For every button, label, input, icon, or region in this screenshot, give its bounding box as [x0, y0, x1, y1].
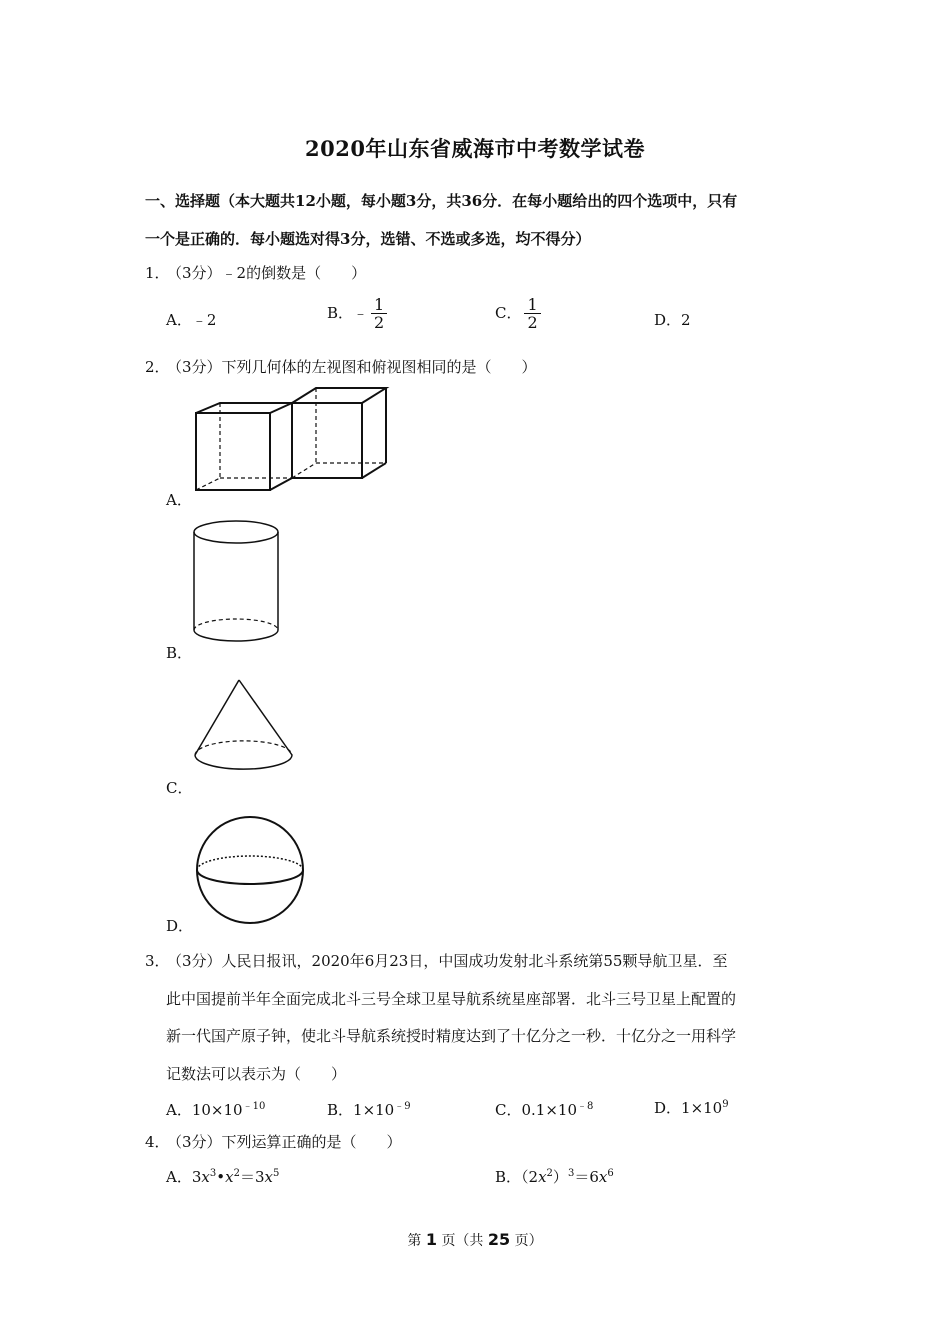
- q1-option-a: A．﹣2: [166, 311, 217, 329]
- section-heading-line1: 一、选择题（本大题共12小题，每小题3分，共36分．在每小题给出的四个选项中，只有: [145, 192, 738, 210]
- question-number: 4．: [145, 1133, 170, 1151]
- question-3-line2: 此中国提前半年全面完成北斗三号全球卫星导航系统星座部署．北斗三号卫星上配置的: [166, 990, 737, 1008]
- option-label: B．: [495, 1168, 522, 1186]
- option-label: A．: [166, 1168, 192, 1186]
- page-number: 1: [425, 1230, 437, 1249]
- exponent: ﹣10: [242, 1101, 266, 1112]
- question-stem: （3分）﹣2的倒数是（ ）: [167, 264, 367, 282]
- section-heading-line2: 一个是正确的．每小题选对得3分，选错、不选或多选，均不得分）: [145, 230, 591, 248]
- question-3-line4: 记数法可以表示为（ ）: [166, 1065, 347, 1083]
- q3-option-d: [654, 1097, 729, 1118]
- q2-option-a: A．: [166, 491, 192, 509]
- option-base: A．10×10: [166, 1101, 243, 1119]
- question-stem: （3分）下列运算正确的是（ ）: [167, 1133, 402, 1151]
- fraction: [371, 297, 387, 331]
- exponent: 9: [722, 1099, 729, 1110]
- q2-option-b: B．: [166, 644, 193, 662]
- footer-text: 第: [407, 1233, 422, 1249]
- question-1: [145, 262, 366, 283]
- question-4: [145, 1131, 402, 1152]
- q4-option-a: A．$3x^3•x^2=3x^5$: [166, 1168, 280, 1186]
- q3-option-a: [166, 1097, 265, 1120]
- q4-option-b: B．$(2x^2)^3=6x^6$: [495, 1168, 614, 1186]
- denominator: 2: [374, 313, 385, 332]
- question-number: 2．: [145, 358, 170, 376]
- q1-option-c: [495, 297, 541, 331]
- q3-option-b: [327, 1097, 411, 1120]
- question-2: [145, 356, 537, 377]
- denominator: 2: [527, 313, 538, 332]
- fraction: [524, 297, 540, 331]
- page-title: 2020年山东省威海市中考数学试卷: [305, 136, 645, 161]
- question-number: 3．: [145, 952, 170, 970]
- footer-text: 页）: [514, 1233, 543, 1249]
- q2-option-d: D．: [166, 917, 194, 935]
- question-number: 1．: [145, 264, 170, 282]
- option-base: C．0.1×10: [495, 1101, 577, 1119]
- question-stem-line1: （3分）人民日报讯，2020年6月23日，中国成功发射北斗系统第55颗导航卫星．至: [167, 952, 728, 970]
- question-3-line3: 新一代国产原子钟，使北斗导航系统授时精度达到了十亿分之一秒．十亿分之一用科学: [166, 1027, 737, 1045]
- numerator: 1: [524, 297, 540, 314]
- page-footer: [0, 1230, 950, 1250]
- numerator: 1: [371, 297, 387, 314]
- option-base: D．1×10: [654, 1099, 723, 1117]
- q3-option-c: [495, 1097, 593, 1120]
- footer-text: 页（共: [441, 1233, 484, 1249]
- q1-option-d: D．2: [654, 311, 691, 329]
- option-base: B．1×10: [327, 1101, 395, 1119]
- option-label: B．﹣: [327, 304, 369, 322]
- q1-option-b: [327, 297, 387, 331]
- option-label: C．: [495, 304, 522, 322]
- q2-option-c: C．: [166, 779, 193, 797]
- exponent: ﹣8: [577, 1101, 594, 1112]
- question-3: [145, 950, 727, 971]
- exponent: ﹣9: [394, 1101, 411, 1112]
- question-stem: （3分）下列几何体的左视图和俯视图相同的是（ ）: [167, 358, 537, 376]
- total-pages: 25: [487, 1230, 511, 1249]
